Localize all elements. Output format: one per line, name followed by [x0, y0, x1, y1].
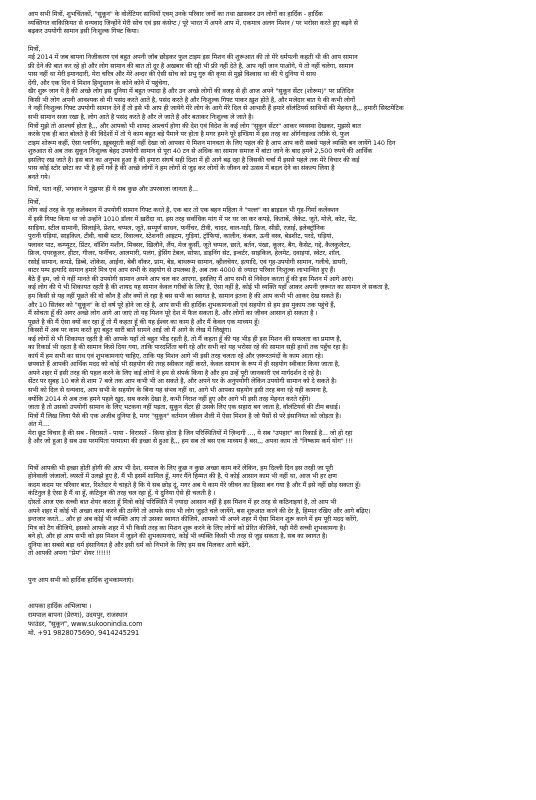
- section-three: [28, 198, 510, 420]
- text-line: व्यक्तिगत वाकिफ़ियत से धन्यवाद जिन्होंने मेरी सोच एवं इस कंसेप्ट / पूरे भारत में अपने आप में, एकमात्र अलग मिशन / पर भरोसा करते हुए बढ़ने से: [28, 18, 358, 27]
- section-heading: मित्रों,: [28, 197, 41, 206]
- text-line: दुनिया का सबसे बड़ा धर्म इंसानियत है और इसी धर्म को निभाने के लिए हम सब मिलकर आगे बढ़ेंगे,: [28, 540, 251, 549]
- text-line: मई 2014 में जब बापना निजीकरण एवं बहुत अपनी जॉब छोड़कर फुल टाइम इस मिशन की शुरूआत की तो मेरे धर्मपत्नी कहती थी की आप सामान: [28, 53, 358, 62]
- text-line: सेंटर पर सुबह 10 बजे से शाम 7 बजे तक आप कभी भी आ सकते है, और अपने घर के अनुपयोगी लेकिन उपयोगी सामान को दे सकते है।: [28, 377, 337, 386]
- intro-paragraph: [28, 10, 510, 36]
- text-line: इसलिए रख जाते है। इस बात का अनुभव हुआ है की हमारा संघर्ष सही दिशा में ही आगे बढ़ रहा है जिसकी चर्चा मैं इससे पहले तक मेरे विचार की कई: [28, 155, 360, 164]
- signature-salutation: आपका हार्दिक अभिलाषा ।: [28, 602, 92, 611]
- text-line: पुरानी घड़ियां, साइकिल, टीवी, चाबी स्टार, रिवाल्वर, स्टेशनरी आइटम, गुड़ियां, ट्रॉफियां, कालीन, कंबल, ऊनी वस्त्र, बेडशीट, परदे, घड़ियां,: [28, 232, 334, 241]
- text-line: टाइम शोरूम कहीं, ऐसा प्लानिंग, ख़ूबसूरती कहीं नहीं देखा जो आपका ये मिशन मानवता के लिए पहल की है आप आप करी सबसे पहले व्यक्ति बन जायेंगे 140 दिन: [28, 138, 396, 147]
- section-heading: मित्रों,: [28, 44, 41, 53]
- text-line: लोग कई तरह के गृह कलेक्शन में उपयोगी सामान गिफ्ट करते है, एक बार तो एक बहन महिला ने "पल्ल" का ब्राइडल भी गृह-गिर्मा कलेक्शन: [28, 206, 339, 215]
- text-line: का रिकार्ड भी रहता है की सामान किसे दिया गया, ताकि पारदर्शिता बनी रहे और सभी को यह भरोसा रहे की सामान सही हाथों तक पहुँच रहा है।: [28, 343, 348, 352]
- text-line: मैं सोचता हूँ की अगर अच्छे लोग आगे आ जाएं तो यह मिशन पूरे देश में फैल सकता है, और लोगों का जीवन आसान हो सकता है ।: [28, 309, 318, 318]
- text-line: किसी भी लोग अपनी आवश्यक वो मी पसंद करते आते है, पसंद करते है और निःशुल्क गिफ्ट पाकर ख़ुश होते है, और मजेदार बात ये की कभी लोगों: [28, 95, 355, 104]
- text-line: मित्र को टैग कीजिये, इसको आपके शहर में भी किसी तरह का मिशन शुरू करने के लिए लोगों को प्रेरित कीजिये, यही मेरी सच्ची शुभकामना है।: [28, 523, 346, 532]
- text-line: सभी सामान सजा रखा है, लोग आते है पसंद करते है और ले जाते है और बताकर निःशुल्क ले जाते है।: [28, 113, 254, 122]
- text-line: फ्रिज, एयरकूलर, हीटर, गीजर, फर्नीचर, आलमारी, पलंग, ड्रेसिंग टेबल, सोफा, डाइनिंग सेट, इन्वर्टर, साइकिल, हेलमेट, दवाइयां, स्वेटर, शॉल,: [28, 249, 341, 258]
- text-line: फ्री देने की बात कर रहे हो और लोग सामान की बात तो दूर है अखबार की रद्दी भी फ्री नहीं देते है, आप नहीं जान पाओगे, ये तो नहीं चलेगा, सामान: [28, 61, 354, 70]
- text-line: क्योंकि 2014 से अब तक हमने पहले खुद, सब करके देखा है, कभी निराश नहीं हुए और आगे भी इसी तरह मेहनत करते रहेंगे।: [28, 394, 311, 403]
- signature-phone: मो. +91 9828075690, 9414245291: [28, 629, 140, 638]
- text-line: और 10 सितंबर को "सुकून" के दो वर्ष पूरे होने जा रहे है, आप सभी की हार्दिक शुभकामनाओं एवं सहयोग से हम इस मुकाम तक पहुंचे हैं,: [28, 300, 336, 309]
- text-line: किस्सों में अब पर काम करते हुए बहुत सारी बातें सामने आई जो मैं आगे के लेख में लिखूंगा।: [28, 326, 232, 335]
- text-line: बैठे हैं हम, जो ये नहीं मानते की उपयोगी सामान अपने आप चल कर आएगा, इसलिए मैं आप सभी से निवेदन करता हूँ की इस मिशन में आगे आएं।: [28, 274, 354, 283]
- text-line: वाटर पम्प इत्यादि सामान हमारे मित्र एवं आप सभी के सहयोग से उपलब्ध है, अब तक 4000 से ज्यादा परिवार निःशुल्क लाभान्वित हुए हैं।: [28, 266, 336, 275]
- text-line: रसोई सामान, कपडे, डिब्बे, शोकेस, आईना, बेबी वॉकर, प्राम, बेड, बाथरूम सामान, व्हीलचेयर, इत्यादि, एवं गृह-उपयोगी सामान, गलीचे, डायरी,: [28, 257, 348, 266]
- signature-block: [28, 602, 510, 638]
- text-line: अपने शहर में कोई भी अच्छा काम करने की ठानेंगे तो आपके साथ भी लोग जुड़ते चले जायेंगे, बस शुरुआत करने की देर है, हिम्मत रखिए और आगे बढ़िए।: [28, 506, 371, 515]
- text-line: जाता है तो उसको उपयोगी सामान के लिए भटकना नहीं पड़ता, सुकून सेंटर ही उसके लिए एक सहारा बन जाता है, वॉलंटियर्स की टीम बधाई।: [28, 403, 341, 412]
- section-four: [28, 464, 510, 558]
- text-line: छपवाते हैं आपकी आर्थिक मदद को कोई भी सहयोग की तरह स्वीकार नहीं करते, केवल सामान के रूप में ही सहयोग स्वीकार किया जाता है,: [28, 360, 340, 369]
- section-heading: अंत में....: [28, 420, 50, 429]
- section-one: [28, 45, 510, 182]
- text-line: खैर शुरू जान ये है की अच्छे लोग इस दुनिया में बहुत ज्यादा है और उन अच्छे लोगों की वजह से ही आज अपने "सुकून सेंटर (शोरूम)" पर प्रतिदिन: [28, 87, 354, 96]
- text-line: साड़िया, स्टील सामानी, सिलाईने, प्रेशर, चप्पल, जूते, सम्पूर्ण साधन, फर्नीचर, टीवी, चादर, वाल-घड़ी, फ्रिज, सीडी, रजाई, इलेक्ट्रॉनिक: [28, 223, 325, 232]
- wishes-line: पुनः आप सभी को हार्दिक हार्दिक शुभकामनाएं।: [28, 575, 134, 584]
- text-line: दोस्तों आज एक सच्ची बात शेयर करता हूँ मित्रो कोई परिस्थिति में ज़्यादा आसान नहीं है इस मिशन में हर तरह से कठिनाइयां है, तो आप भी: [28, 497, 337, 506]
- text-line: बने हो, और हां आप सभी को इस मिशन में जुड़ने की शुभकामनाएं, कोई भी व्यक्ति किसी भी तरह से जुड़ सकता है, सब का स्वागत है।: [28, 532, 328, 541]
- text-line: कई लोगों से भी शिकायत रहती है की आपके यहाँ तो बहुत भीड़ रहती है, तो मैं कहता हूँ की यह भीड़ ही इस मिशन की सफलता का प्रमाण है,: [28, 334, 342, 343]
- text-line: शुरुआत से अब तक सुकून निःशुल्क बेहद उपयोगी सामान से पूरा 40 टन से अधिक का सामान समाज में बांटा जाने के बाद हमने 2,500 रुपये की आर्थिक: [28, 147, 373, 156]
- text-line: मित्रों आपकी भी इच्छा होती होगी की आप भी देश, समाज के लिए कुछ न कुछ अच्छा काम करें लेकिन, हम दिल्ली दिन इस तरही जा पूरी: [28, 463, 333, 472]
- text-line: इन्तजार करते... और हां अब कोई भी व्यक्ति आए तो उसका स्वागत कीजिये, आपको भी अपने शहर में ऐसा मिशन शुरू करने में हम पूरी मदद करेंगे,: [28, 515, 359, 524]
- closing-section: [28, 420, 510, 446]
- text-line: हम किसी से यह नहीं पूछते की वो कौन है और क्यों ले रहा है बस सभी का स्वागत है, सामान इतना है की आप कभी भी आकर देख सकते हैं।: [28, 291, 342, 300]
- text-line: देंगी, और एक दिन ये मिशन हिन्दुस्तान के कोने कोने में पहुंचेगा,: [28, 78, 170, 87]
- text-line: कदम कदम पर परिवार बात, रिश्तेदार ये चाहते है कि ये सब छोड़ दूं, मगर अब ये काम मेरे जीवन का हिस्सा बन गया है और मैं इसे नहीं छोड़ सकता हूँ।: [28, 480, 361, 489]
- text-line: पास कोई स्टोर छोटा का भी है हमें गर्व है की अच्छे लोगों ने हम लोगों से जुड़ कर लोगों के जीवन को उत्सव में बदल देने का संकल्प लिया है: [28, 164, 335, 173]
- text-line: कई लोग की ये भी शिकायत रहती है की शायद यह सामान केवल गरीबों के लिए है, ऐसा नहीं है, कोई भी व्यक्ति यहाँ आकर अपनी ज़रूरत का सामान ले सकता है,: [28, 283, 390, 292]
- text-line: मित्रों मैं लिख लिया पैसे की एक अजीब दुनिया है, मगर "सुकून" वर्तमान जीवन शैली में ऐसा मिशन है जो पैसों से परे इंसानियत को जोड़ता है।: [28, 411, 341, 420]
- text-line: होनेवाली जंजालों, व्यस्तों में उलझे हुए है, मैं भी इसमें शामिल हूँ, मगर मैंने हिम्मत की है, ये कोई आसान काम भी नहीं था, आज भी हर क्षण: [28, 472, 337, 481]
- section-two: [28, 185, 510, 194]
- text-line: में इसी गिफ्ट किया था जो उन्होंने 1010 डॉलर में ख़रीदा था, इस तरह सर्वाधिक मांग में पर घर जा कर कपड़े, किताबें, जैकेट, जूते, मोजे, कोट, पेंट,: [28, 215, 357, 224]
- text-line: कार्य में हम सभी का साथ एवं शुभकामनाएं चाहिए, ताकि यह मिशन आगे भी इसी तरह चलता रहे और ज़रूरतमंदों के काम आता रहे।: [28, 351, 323, 360]
- text-line: पास नहीं था मेरी इमानदारी, मेरा चरित्र और मेरे अन्दर की ऐसी सोच को प्रभु गुरु की कृपा से मुझे विश्वास था की ये दुनिया में साथ: [28, 70, 316, 79]
- text-line: फ्लावर पाट, कम्प्यूटर, प्रिंटर, वॉशिंग मशीन, मिक्सर, खिलौने, लैंप, मेज कुर्सी, जूते चप्पल, छाते, बर्तन, पंखा, कूलर, बैग, कैसेट, गद्दे, कैलकुलेटर,: [28, 240, 351, 249]
- text-line: बढ़कर उपयोगी सामान इसी निःशुल्क गिफ्ट किया।: [28, 27, 139, 36]
- text-line: मेरा छूट विचार है की सब - विरासतें - पाया - विरासतें - किया होता है जिन परिस्थितियों में ज़िन्दगी ..., ये सब "उपहार" का रिकार्ड है... जो हो रहा: [28, 428, 353, 437]
- text-line: ने नहीं निःशुल्क गिफ्ट उपयोगी सामान देने हैं तो इसे भी आप ही जायेगे मेरे लोग के आगे मेरे दिल से आभारी हैं हमारे वॉलंटियर्स साथियों की मेहनत है,,, हमारी सिस्टमेटिक: [28, 104, 404, 113]
- signature-name: रामपाल बापना (प्रेरणा), उदयपुर, राजस्थान: [28, 611, 128, 620]
- text-line: मित्रों मुझे तो आश्चर्य होता है,,, और आपको भी शायद आश्चर्य होगा की देश एवं विदेश के कई लोग "सुकून सेंटर" आकर व्यवस्था देखकर, मुझसे बात: [28, 121, 361, 130]
- wishes: [28, 576, 510, 585]
- text-line: है और जो हुआ है सब उस परमपिता परमात्मा की इच्छा से हुआ है,,, हम सब तो बस एक माध्यम है बस,,, अपना काम तो "निष्काम कर्म योग" !!!: [28, 437, 353, 446]
- text-line: तो आपकी अपना "प्रेम" शेयर !!!!!!: [28, 549, 111, 558]
- text-line: पूछते है की मैं ऐसा क्यों कर रहा हूँ तो मैं कहता हूँ की यह ईश्वर का काम है और मैं केवल एक माध्यम हूँ।: [28, 317, 260, 326]
- text-line: कंटिनुल है ऐसा है मैं था हूँ, कंटिनुल की तरह चल रहा हूँ, ये दुनिया ऐसे ही चलती है ।: [28, 489, 216, 498]
- text-line: करके एक ही बात बोलते है की विदेशों में तो ये काम बहुत बड़े पैमाने पर होता है मगर हमने पूरे इण्डिया में इस तरह का ऑर्गनाइज्ड तरीके से, फुल: [28, 130, 349, 139]
- signature-org: फाउंडर, "सुकून", www.sukoonindia.com: [28, 620, 143, 629]
- text-line: अपने शहर में इसी तरह की पहल करने के लिए कई लोगों ने हम से संपर्क किया है और हम उन्हें पूरी जानकारी एवं मार्गदर्शन दे रहे है।: [28, 368, 322, 377]
- text-line: आप सभी मित्रों, शुभचिंतकों, "सुकून" के वोलेंटियर साथियों एवम् उनके परिवार जनों का तथा ख़ासकर उन लोगों का हार्दिक - हार्दिक: [28, 10, 323, 18]
- text-line: बनते गये।: [28, 172, 50, 181]
- section-heading: मित्रों, पता नहीं, भगवान ने मुझपर ही ये सब कुछ और उपरवाला जानता है...: [28, 185, 198, 194]
- text-line: सभी को दिल से धन्यवाद, आप सभी के सहयोग के बिना यह संभव नहीं था, आगे भी आपका सहयोग इसी तरह बना रहे यही कामना है,: [28, 385, 328, 394]
